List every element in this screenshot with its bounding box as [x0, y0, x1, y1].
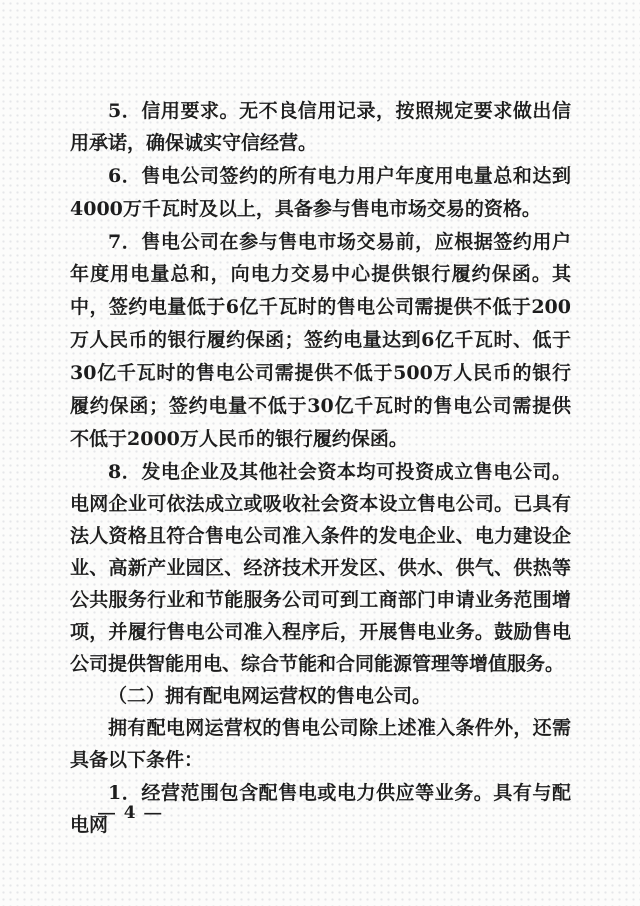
paragraph-bank-guarantee: 7．售电公司在参与售电市场交易前，应根据签约用户年度用电量总和，向电力交易中心提供银行履约保函。其中，签约电量低于6亿千瓦时的售电公司需提供不低于200万人民币的银行履约保函；签约电量达到6亿千瓦时、低于30亿千瓦时的售电公司需提供不低于500万人民币的银行履约保函；签约电量不低于30亿千瓦时的售电公司需提供不低于2000万人民币的银行履约保函。 — [70, 231, 571, 450]
paragraph-credit-requirement: 5．信用要求。无不良信用记录，按照规定要求做出信用承诺，确保诚实守信经营。 — [70, 100, 571, 154]
paragraph-company-formation: 8．发电企业及其他社会资本均可投资成立售电公司。电网企业可依法成立或吸收社会资本设立售电公司。已具有法人资格且符合售电公司准入条件的发电企业、电力建设企业、高新产业园区、经济技术开发区、供水、供气、供热等公共服务行业和节能服务公司可到工商部门申请业务范围增项，并履行售电公司准入程序后，开展售电业务。鼓励售电公司提供智能用电、综合节能和合同能源管理等增值服务。 — [70, 461, 571, 675]
paragraph-contract-volume: 6．售电公司签约的所有电力用户年度用电量总和达到4000万千瓦时及以上，具备参与售电市场交易的资格。 — [70, 165, 571, 220]
page-number: — 4 — — [98, 803, 164, 823]
section-heading-2: （二）拥有配电网运营权的售电公司。 — [108, 686, 432, 707]
paragraph-grid-operator-intro: 拥有配电网运营权的售电公司除上述准入条件外，还需具备以下条件： — [70, 718, 571, 771]
paragraph-business-scope: 1．经营范围包含配售电或电力供应等业务。具有与配电网 — [70, 782, 571, 836]
